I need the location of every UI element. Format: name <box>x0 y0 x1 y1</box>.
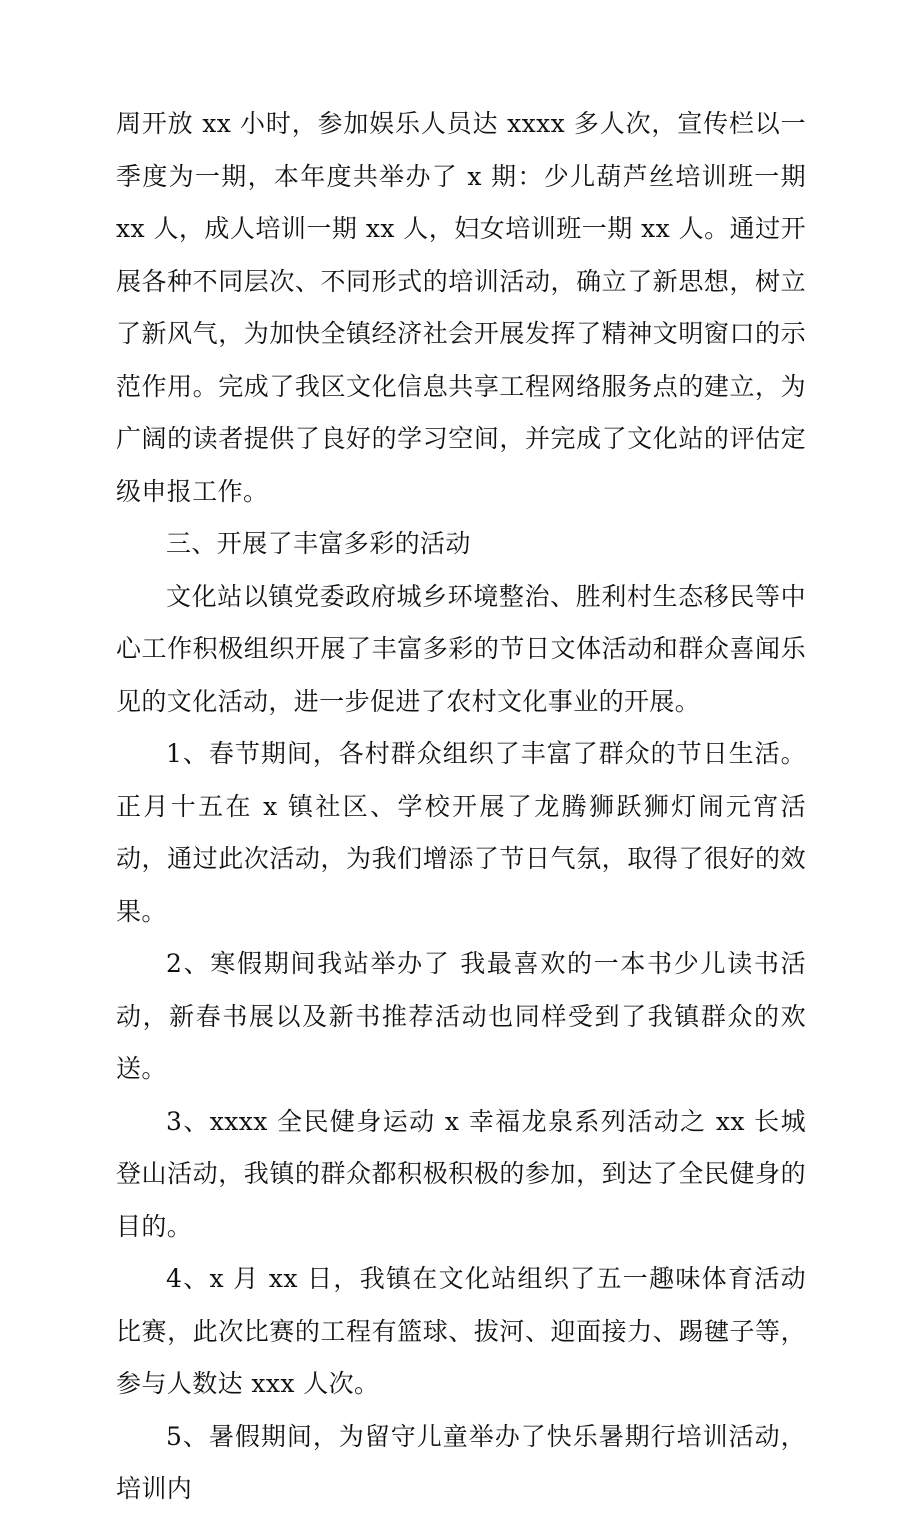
document-body <box>116 98 806 1516</box>
list-item-2: 2、寒假期间我站举办了 我最喜欢的一本书少儿读书活动，新春书展以及新书推荐活动也同样受到了我镇群众的欢送。 <box>116 949 806 1083</box>
list-item-5: 5、暑假期间，为留守儿童举办了快乐暑期行培训活动，培训内 <box>116 1421 806 1503</box>
paragraph-intro: 文化站以镇党委政府城乡环境整治、胜利村生态移民等中心工作积极组织开展了丰富多彩的节日文体活动和群众喜闻乐见的文化活动，进一步促进了农村文化事业的开展。 <box>116 581 806 716</box>
section-heading: 三、开展了丰富多彩的活动 <box>166 529 471 558</box>
paragraph-continuation: 周开放 xx 小时，参加娱乐人员达 xxxx 多人次，宣传栏以一季度为一期，本年度共举办了 x 期：少儿葫芦丝培训班一期 xx 人，成人培训一期 xx 人，妇女培训班一期 xx 人。通过开展各种不同层次、不同形式的培训活动，确立了新思想，树立了新风气，为加快全镇经济社会开展发挥了精神文明窗口的示范作用。完成了我区文化信息共享工程网络服务点的建立，为广阔的读者提供了良好的学习空间，并完成了文化站的评估定级申报工作。 <box>116 109 806 506</box>
list-item-3: 3、xxxx 全民健身运动 x 幸福龙泉系列活动之 xx 长城登山活动，我镇的群众都积极积极的参加，到达了全民健身的目的。 <box>116 1106 806 1241</box>
list-item-4: 4、x 月 xx 日，我镇在文化站组织了五一趣味体育活动比赛，此次比赛的工程有篮球、拔河、迎面接力、踢毽子等，参与人数达 xxx 人次。 <box>116 1264 806 1398</box>
list-item-1: 1、春节期间，各村群众组织了丰富了群众的节日生活。正月十五在 x 镇社区、学校开展了龙腾狮跃狮灯闹元宵活动，通过此次活动，为我们增添了节日气氛，取得了很好的效果。 <box>116 739 806 926</box>
